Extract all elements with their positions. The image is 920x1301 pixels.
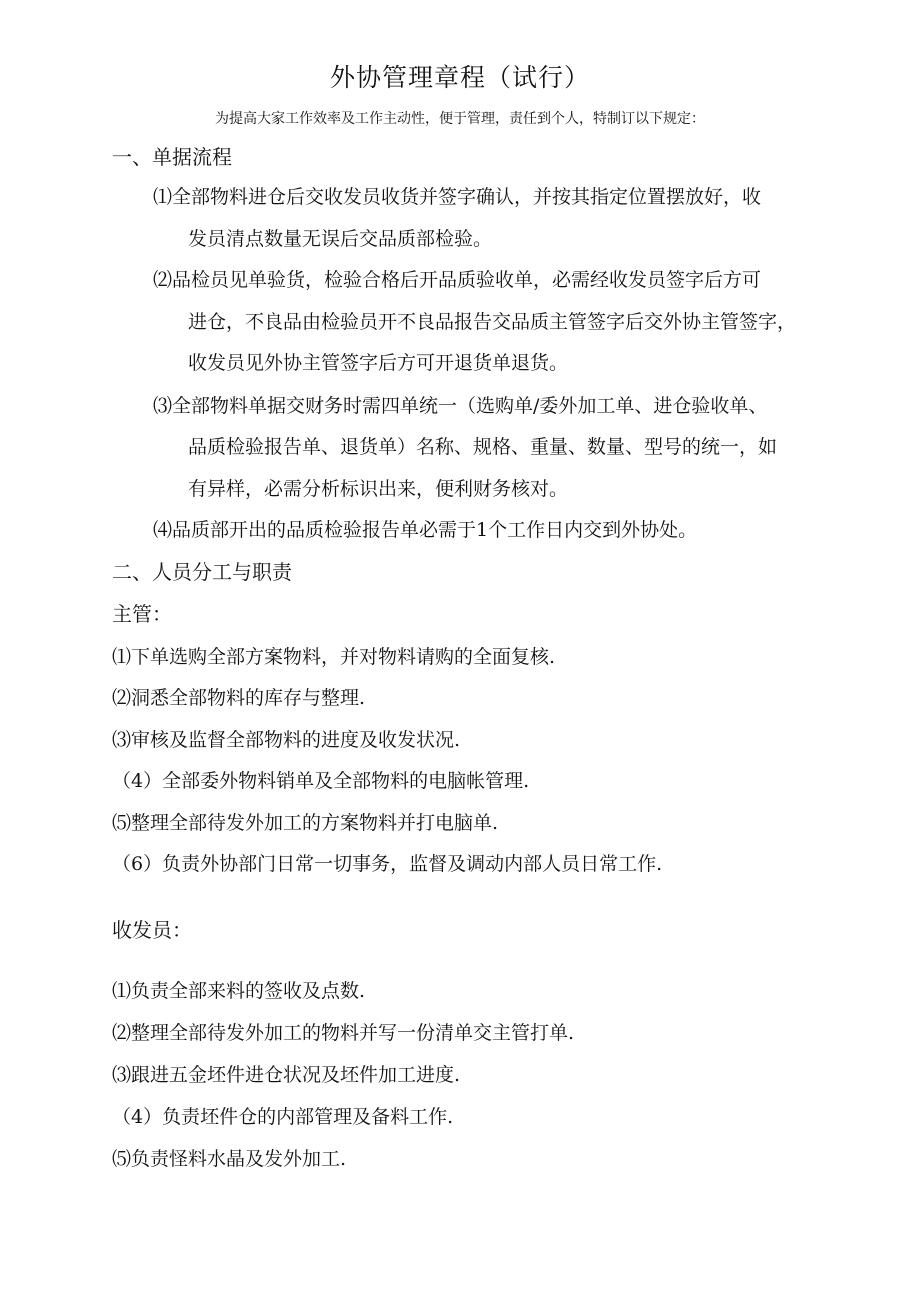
section1-item2-line2: 进仓，不良品由检验员开不良品报告交品质主管签字后交外协主管签字， — [188, 311, 797, 333]
section2-heading: 二、人员分工与职责 — [112, 560, 292, 584]
document-title: 外协管理章程（试行） — [329, 63, 590, 92]
clerk-item-5: ⑸负责怪料水晶及发外加工. — [112, 1148, 347, 1170]
clerk-item-1: ⑴负责全部来料的签收及点数. — [112, 980, 366, 1002]
section1-item3-line2: 品质检验报告单、退货单）名称、规格、重量、数量、型号的统一，如 — [188, 436, 778, 458]
supervisor-item-2: ⑵洞悉全部物料的库存与整理. — [112, 687, 366, 709]
section1-item1-line2: 发员清点数量无误后交品质部检验。 — [188, 228, 493, 250]
section1-item2-line1: ⑵品检员见单验货，检验合格后开品质验收单，必需经收发员签字后方可 — [153, 269, 762, 291]
supervisor-item-5: ⑸整理全部待发外加工的方案物料并打电脑单. — [112, 812, 499, 834]
clerk-item-2: ⑵整理全部待发外加工的物料并写一份清单交主管打单. — [112, 1022, 575, 1044]
section1-item3-line1: ⑶全部物料单据交财务时需四单统一（选购单/委外加工单、进仓验收单、 — [153, 395, 768, 417]
supervisor-item-4: （4）全部委外物料销单及全部物料的电脑帐管理. — [112, 770, 530, 792]
clerk-label: 收发员： — [112, 918, 192, 942]
supervisor-item-1: ⑴下单选购全部方案物料，并对物料请购的全面复核. — [112, 646, 556, 668]
clerk-item-4: （4）负责坯件仓的内部管理及备料工作. — [112, 1106, 454, 1128]
section1-item4: ⑷品质部开出的品质检验报告单必需于1个工作日内交到外协处。 — [153, 519, 698, 541]
section1-item1-line1: ⑴全部物料进仓后交收发员收货并签字确认，并按其指定位置摆放好，收 — [153, 186, 762, 208]
section1-heading: 一、单据流程 — [112, 145, 232, 169]
intro-text: 为提高大家工作效率及工作主动性，便于管理，责任到个人，特制订以下规定： — [215, 111, 705, 127]
supervisor-item-3: ⑶审核及监督全部物料的进度及收发状况. — [112, 729, 461, 751]
section1-item3-line3: 有异样，必需分析标识出来，便利财务核对。 — [188, 478, 569, 500]
supervisor-item-6: （6）负责外协部门日常一切事务，监督及调动内部人员日常工作. — [112, 853, 663, 875]
clerk-item-3: ⑶跟进五金坯件进仓状况及坯件加工进度. — [112, 1064, 461, 1086]
section1-item2-line3: 收发员见外协主管签字后方可开退货单退货。 — [188, 352, 569, 374]
supervisor-label: 主管： — [112, 602, 172, 626]
